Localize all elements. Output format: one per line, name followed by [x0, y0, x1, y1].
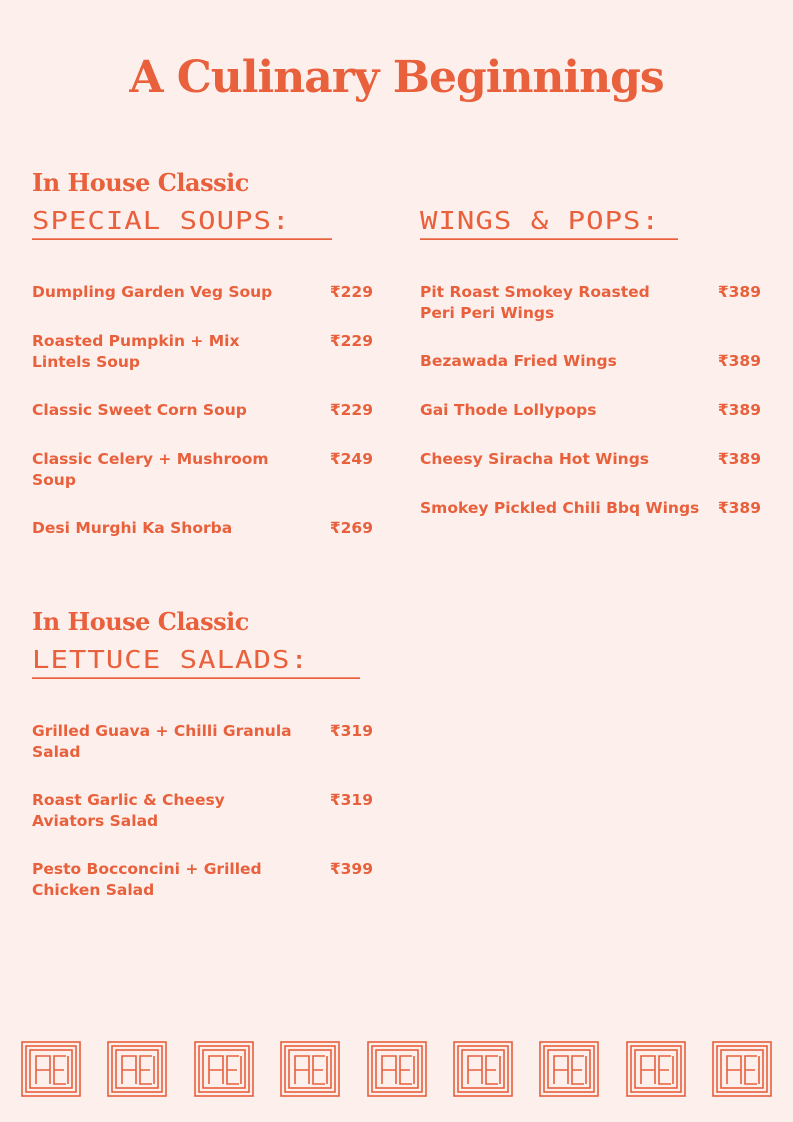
item-price: ₹319	[329, 791, 373, 809]
item-name: Smokey Pickled Chili Bbq Wings	[420, 499, 700, 517]
item-price: ₹389	[717, 450, 761, 468]
menu-item	[32, 859, 373, 921]
ae-monogram-icon	[20, 1040, 82, 1098]
menu-item	[32, 282, 373, 324]
item-price: ₹249	[329, 450, 373, 468]
item-price: ₹389	[717, 283, 761, 301]
menu-item	[420, 400, 761, 442]
ae-monogram-icon	[193, 1040, 255, 1098]
menu-item	[32, 721, 373, 783]
ae-monogram-icon	[625, 1040, 687, 1098]
ae-monogram-icon	[279, 1040, 341, 1098]
item-price: ₹389	[717, 499, 761, 517]
item-price: ₹319	[329, 722, 373, 740]
ae-monogram-icon	[711, 1040, 773, 1098]
item-name: Roasted Pumpkin + Mix Lintels Soup	[32, 332, 240, 371]
ae-monogram-icon	[538, 1040, 600, 1098]
item-price: ₹399	[329, 860, 373, 878]
item-name: Bezawada Fried Wings	[420, 352, 617, 370]
page-title: A Culinary Beginnings	[129, 52, 664, 103]
item-price: ₹269	[329, 519, 373, 537]
soups-subhead: In House Classic	[32, 168, 249, 197]
ae-monogram-icon	[106, 1040, 168, 1098]
menu-item	[420, 351, 761, 393]
ae-monogram-icon	[366, 1040, 428, 1098]
footer-emblems	[20, 1040, 773, 1100]
item-price: ₹229	[329, 283, 373, 301]
salads-list	[32, 721, 373, 907]
menu-item	[420, 449, 761, 491]
soups-list	[32, 282, 373, 537]
menu-item	[32, 518, 373, 560]
item-price: ₹389	[717, 352, 761, 370]
item-price: ₹389	[717, 401, 761, 419]
ae-monogram-icon	[452, 1040, 514, 1098]
item-price: ₹229	[329, 401, 373, 419]
menu-item	[32, 449, 373, 511]
salads-subhead: In House Classic	[32, 607, 249, 636]
salads-heading: LETTUCE SALADS:	[32, 645, 360, 679]
item-name: Classic Celery + Mushroom Soup	[32, 450, 269, 489]
item-name: Cheesy Siracha Hot Wings	[420, 450, 650, 468]
wings-list	[420, 282, 761, 517]
menu-item	[32, 400, 373, 442]
menu-item	[32, 790, 373, 852]
item-name: Pit Roast Smokey Roasted Peri Peri Wings	[420, 283, 650, 322]
menu-item	[420, 282, 761, 344]
wings-heading: WINGS & POPS:	[420, 206, 678, 240]
item-name: Desi Murghi Ka Shorba	[32, 519, 233, 537]
item-name: Pesto Bocconcini + Grilled Chicken Salad	[32, 860, 262, 899]
item-name: Classic Sweet Corn Soup	[32, 401, 247, 419]
item-name: Dumpling Garden Veg Soup	[32, 283, 273, 301]
item-name: Grilled Guava + Chilli Granula Salad	[32, 722, 292, 761]
menu-item	[32, 331, 373, 393]
item-price: ₹229	[329, 332, 373, 350]
item-name: Roast Garlic & Cheesy Aviators Salad	[32, 791, 225, 830]
soups-heading: SPECIAL SOUPS:	[32, 206, 332, 240]
item-name: Gai Thode Lollypops	[420, 401, 597, 419]
menu-item	[420, 498, 761, 540]
